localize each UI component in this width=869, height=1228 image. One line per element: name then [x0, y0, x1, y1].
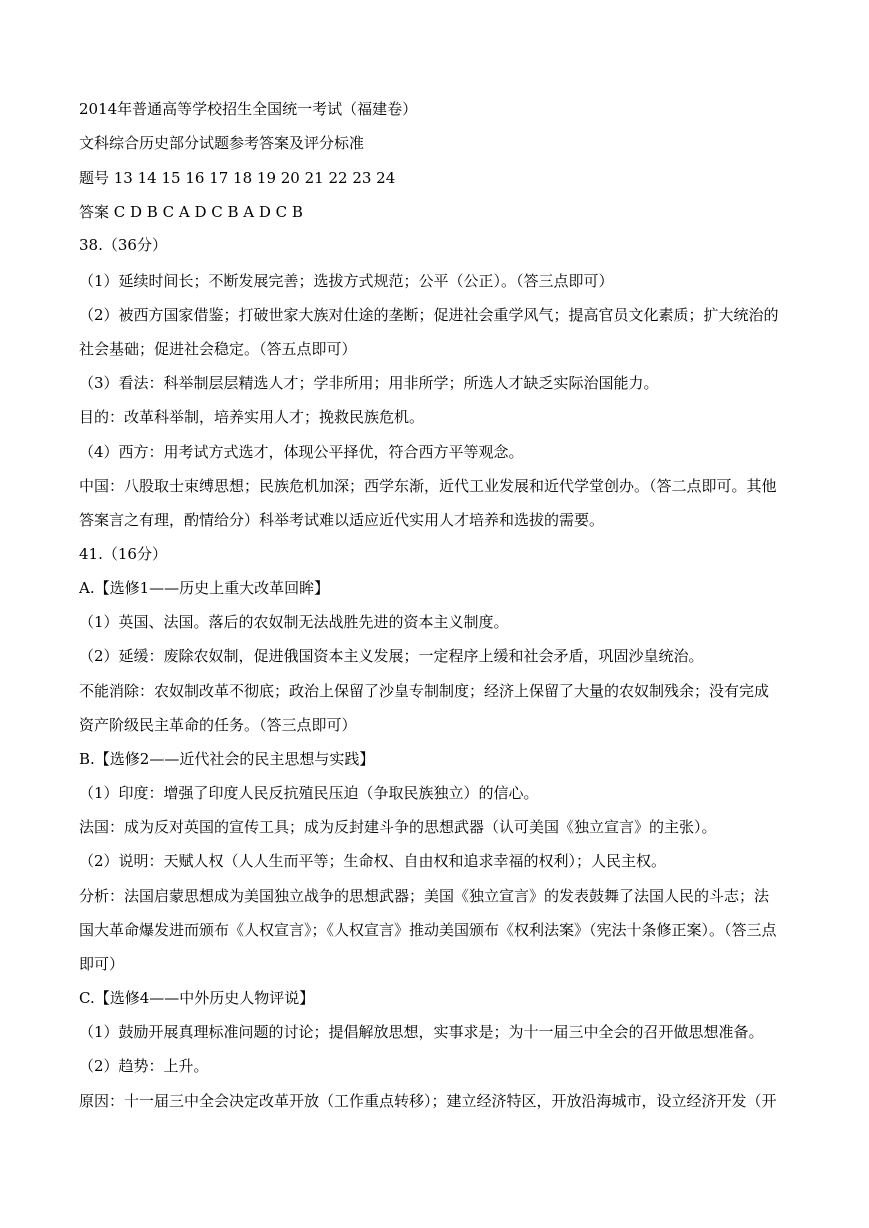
- elective-c-part1: （1）鼓励开展真理标准问题的讨论；提倡解放思想，实事求是；为十一届三中全会的召开做思想准备。: [79, 1023, 764, 1041]
- elective-a-part2-line3: 资产阶级民主革命的任务。（答三点即可）: [79, 716, 357, 734]
- elective-c-heading: C.【选修4——中外历史人物评说】: [79, 989, 315, 1007]
- elective-c-part2-line2: 原因：十一届三中全会决定改革开放（工作重点转移）；建立经济特区，开放沿海城市，设立经济开发（开: [79, 1092, 777, 1110]
- question-number-row: 题号 13 14 15 16 17 18 19 20 21 22 23 24: [79, 169, 396, 187]
- elective-b-part2-line3: 国大革命爆发进而颁布《人权宣言》；《人权宣言》推动美国颁布《权利法案》（宪法十条修正案）。（答三点: [79, 921, 777, 939]
- q38-part3-line1: （3）看法：科举制层层精选人才；学非所用；用非所学；所选人才缺乏实际治国能力。: [79, 374, 659, 392]
- answer-row: 答案 C D B C A D C B A D C B: [79, 203, 303, 221]
- q38-part4-line3: 答案言之有理，酌情给分）科举考试难以适应近代实用人才培养和选拔的需要。: [79, 511, 605, 529]
- elective-b-part2-line4: 即可）: [79, 955, 125, 973]
- question-38-heading: 38.（36分）: [79, 236, 167, 254]
- elective-b-part1-line2: 法国：成为反对英国的宣传工具；成为反封建斗争的思想武器（认可美国《独立宣言》的主张）。: [79, 818, 717, 836]
- elective-b-part2-line2: 分析：法国启蒙思想成为美国独立战争的思想武器；美国《独立宣言》的发表鼓舞了法国人民的斗志；法: [79, 887, 770, 905]
- q38-part4-line1: （4）西方：用考试方式选才，体现公平择优，符合西方平等观念。: [79, 443, 524, 461]
- q38-part2-line2: 社会基础；促进社会稳定。（答五点即可）: [79, 340, 357, 358]
- question-41-heading: 41.（16分）: [79, 545, 167, 563]
- elective-a-part2-line1: （2）延缓：废除农奴制，促进俄国资本主义发展；一定程序上缓和社会矛盾，巩固沙皇统治。: [79, 647, 704, 665]
- q38-part3-line2: 目的：改革科举制，培养实用人才；挽救民族危机。: [79, 408, 425, 426]
- q38-part2-line1: （2）被西方国家借鉴；打破世家大族对仕途的垄断；促进社会重学风气；提高官员文化素质；扩大统治的: [79, 306, 779, 324]
- elective-b-part1-line1: （1）印度：增强了印度人民反抗殖民压迫（争取民族独立）的信心。: [79, 784, 539, 802]
- exam-title: 2014年普通高等学校招生全国统一考试（福建卷）: [79, 100, 418, 118]
- elective-b-heading: B.【选修2——近代社会的民主思想与实践】: [79, 750, 375, 768]
- elective-b-part2-line1: （2）说明：天赋人权（人人生而平等；生命权、自由权和追求幸福的权利）；人民主权。: [79, 852, 667, 870]
- elective-a-heading: A.【选修1——历史上重大改革回眸】: [79, 579, 330, 597]
- elective-c-part2-line1: （2）趋势：上升。: [79, 1057, 209, 1075]
- elective-a-part1: （1）英国、法国。落后的农奴制无法战胜先进的资本主义制度。: [79, 613, 509, 631]
- elective-a-part2-line2: 不能消除：农奴制改革不彻底；政治上保留了沙皇专制制度；经济上保留了大量的农奴制残余；没有完成: [79, 682, 770, 700]
- q38-part4-line2: 中国：八股取士束缚思想；民族危机加深；西学东渐，近代工业发展和近代学堂创办。（答二点即可。其他: [79, 477, 777, 495]
- q38-part1: （1）延续时间长；不断发展完善；选拔方式规范；公平（公正）。（答三点即可）: [79, 272, 614, 290]
- exam-subtitle: 文科综合历史部分试题参考答案及评分标准: [79, 134, 365, 152]
